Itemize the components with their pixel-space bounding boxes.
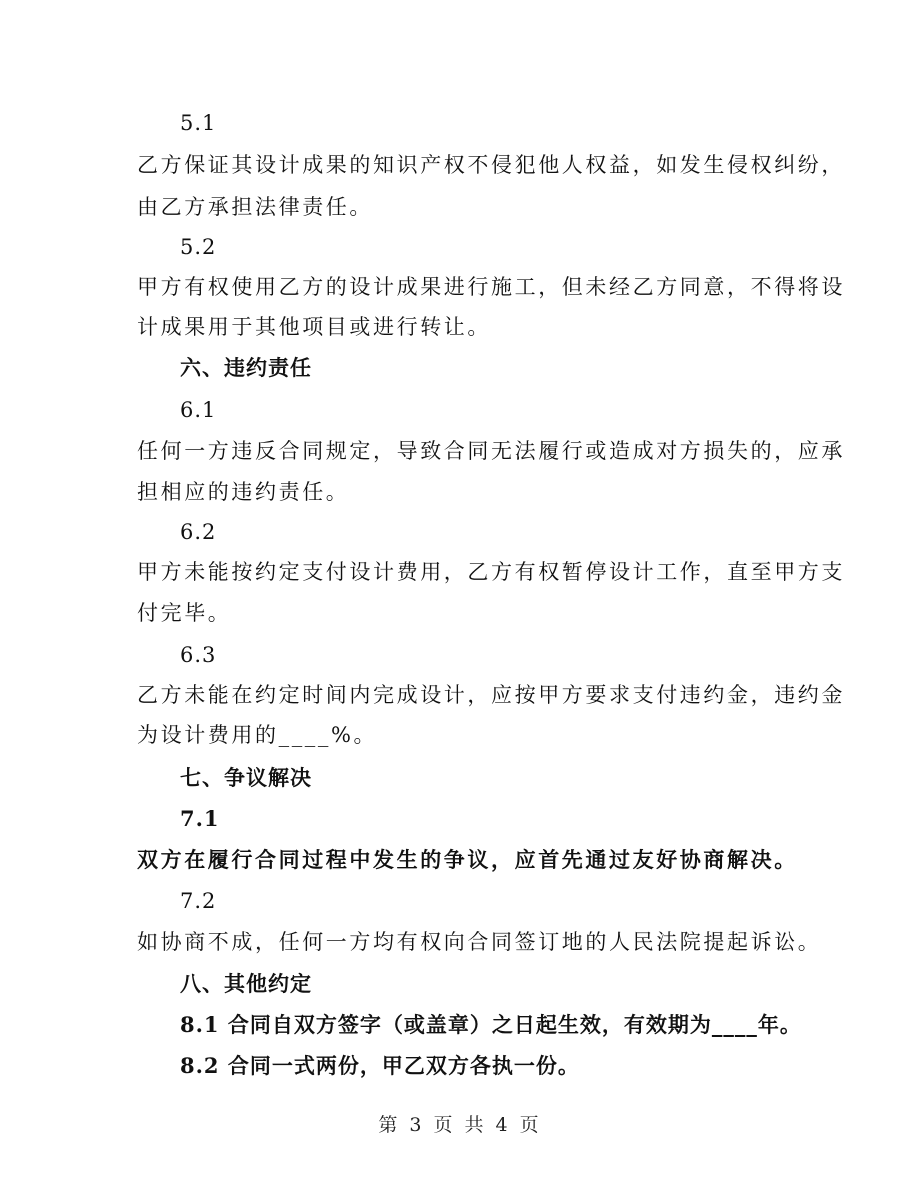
- section-8-heading: 八、其他约定: [180, 971, 312, 996]
- clause-6-2-text-line1: 甲方未能按约定支付设计费用，乙方有权暂停设计工作，直至甲方支: [137, 560, 845, 584]
- clause-7-2-number: 7.2: [180, 889, 217, 913]
- page-footer: 第 3 页 共 4 页: [378, 1114, 542, 1136]
- clause-5-1-number: 5.1: [180, 111, 217, 135]
- clause-7-1-number: 7.1: [180, 806, 220, 831]
- clause-5-2-text-line2: 计成果用于其他项目或进行转让。: [137, 315, 491, 339]
- clause-6-1-text-line1: 任何一方违反合同规定，导致合同无法履行或造成对方损失的，应承: [137, 439, 845, 463]
- section-7-heading: 七、争议解决: [180, 765, 312, 790]
- clause-7-2-text: 如协商不成，任何一方均有权向合同签订地的人民法院提起诉讼。: [137, 930, 822, 954]
- clause-5-2-number: 5.2: [180, 235, 217, 259]
- clause-6-2-number: 6.2: [180, 520, 217, 544]
- clause-6-3-text-line1: 乙方未能在约定时间内完成设计，应按甲方要求支付违约金，违约金: [137, 683, 845, 707]
- clause-6-3-text-line2: 为设计费用的____%。: [137, 723, 378, 747]
- clause-6-2-text-line2: 付完毕。: [137, 601, 232, 625]
- clause-6-1-text-line2: 担相应的违约责任。: [137, 480, 350, 504]
- clause-8-1-text: 8.1 合同自双方签字（或盖章）之日起生效，有效期为____年。: [180, 1012, 802, 1037]
- clause-5-2-text-line1: 甲方有权使用乙方的设计成果进行施工，但未经乙方同意，不得将设: [137, 275, 845, 299]
- clause-5-1-text-line2: 由乙方承担法律责任。: [137, 195, 373, 219]
- section-6-heading: 六、违约责任: [180, 355, 312, 380]
- clause-8-2-text: 8.2 合同一式两份，甲乙双方各执一份。: [180, 1053, 580, 1078]
- clause-7-1-text: 双方在履行合同过程中发生的争议，应首先通过友好协商解决。: [137, 847, 798, 872]
- clause-6-3-number: 6.3: [180, 643, 217, 667]
- clause-5-1-text-line1: 乙方保证其设计成果的知识产权不侵犯他人权益，如发生侵权纠纷，: [137, 153, 845, 177]
- clause-6-1-number: 6.1: [180, 398, 217, 422]
